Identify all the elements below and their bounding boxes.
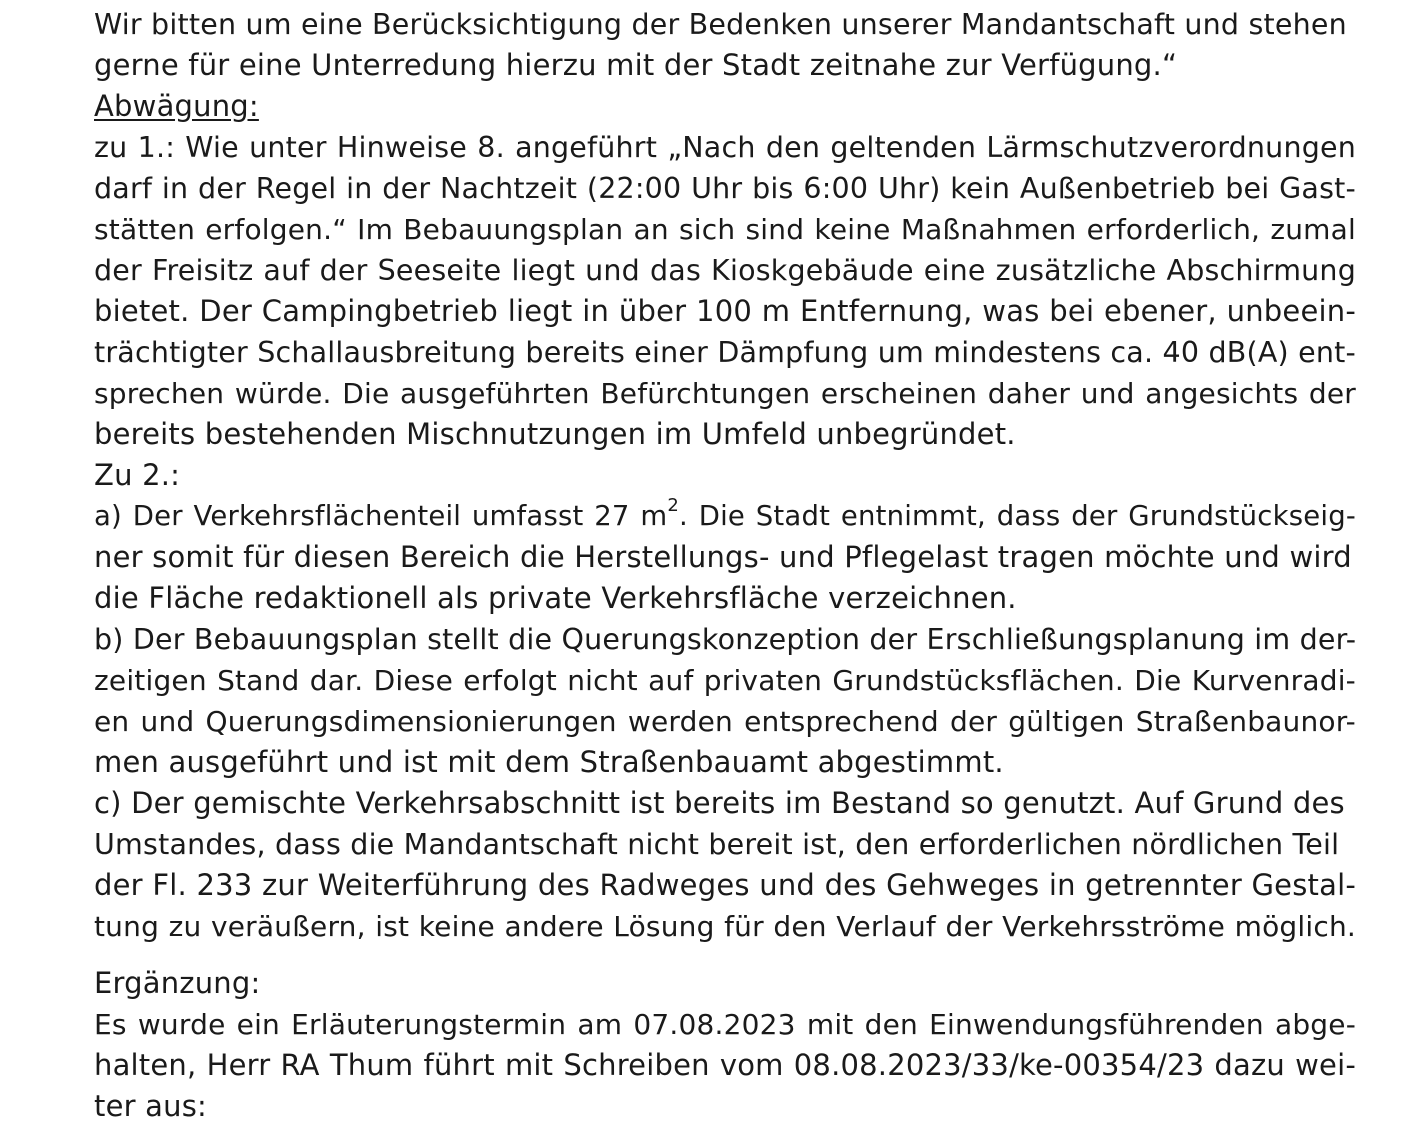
text-fragment: . Die Stadt entnimmt, dass der Grundstückseig- [679, 500, 1357, 532]
text-line: bietet. Der Campingbetrieb liegt in über 100 m Entfernung, was bei ebener, unbeein- [94, 294, 1356, 328]
text-line [94, 496, 1356, 537]
intro-paragraph [94, 4, 1356, 86]
text-line: zeitigen Stand dar. Diese erfolgt nicht auf privaten Grundstücksflächen. Die Kurvenradi- [94, 664, 1356, 697]
document-page [94, 4, 1356, 1127]
text-line: tung zu veräußern, ist keine andere Lösung für den Verlauf der Verkehrsströme möglich. [94, 910, 1356, 943]
text-fragment: a) Der Verkehrsflächenteil umfasst 27 m [94, 500, 668, 532]
text-line: die Fläche redaktionell als private Verkehrsfläche verzeichnen. [94, 581, 1017, 615]
text-line: men ausgeführt und ist mit dem Straßenbauamt abgestimmt. [94, 745, 1004, 779]
text-line: stätten erfolgen.“ Im Bebauungsplan an sich sind keine Maßnahmen erforderlich, zumal [94, 213, 1356, 246]
text-line: trächtigter Schallausbreitung bereits einer Dämpfung um mindestens ca. 40 dB(A) ent- [94, 336, 1356, 369]
text-line: ter aus: [94, 1089, 207, 1123]
section-heading-zu-2: Zu 2.: [94, 458, 181, 492]
paragraph-zu-2-a [94, 496, 1356, 619]
text-line: der Freisitz auf der Seeseite liegt und das Kioskgebäude eine zusätzliche Abschirmung [94, 254, 1356, 287]
text-line: darf in der Regel in der Nachtzeit (22:00 Uhr bis 6:00 Uhr) kein Außenbetrieb bei Gast- [94, 172, 1356, 205]
paragraph-ergaenzung [94, 1004, 1356, 1127]
text-line: en und Querungsdimensionierungen werden entsprechend der gültigen Straßenbaunor- [94, 705, 1356, 738]
section-heading-abwaegung: Abwägung: [94, 89, 259, 123]
paragraph-zu-2-b [94, 619, 1356, 783]
superscript: 2 [667, 494, 680, 516]
text-line: bereits bestehenden Mischnutzungen im Umfeld unbegründet. [94, 417, 1016, 451]
text-line: sprechen würde. Die ausgeführten Befürchtungen erscheinen daher und angesichts der [94, 377, 1356, 410]
text-line: Wir bitten um eine Berücksichtigung der Bedenken unserer Mandantschaft und stehen [94, 8, 1347, 41]
text-line: der Fl. 233 zur Weiterführung des Radweges und des Gehweges in getrennter Gestal- [94, 868, 1356, 902]
paragraph-gap [94, 947, 1356, 963]
section-heading-ergaenzung: Ergänzung: [94, 966, 261, 1000]
paragraph-zu-2-c [94, 783, 1356, 947]
text-line: halten, Herr RA Thum führt mit Schreiben vom 08.08.2023/33/ke-00354/23 dazu wei- [94, 1048, 1356, 1082]
paragraph-zu-1 [94, 127, 1356, 455]
text-line: c) Der gemischte Verkehrsabschnitt ist bereits im Bestand so genutzt. Auf Grund des [94, 786, 1345, 820]
text-line: ner somit für diesen Bereich die Herstellungs- und Pflegelast tragen möchte und wird [94, 540, 1352, 574]
text-line: Es wurde ein Erläuterungstermin am 07.08.2023 mit den Einwendungsführenden abge- [94, 1008, 1356, 1041]
text-line: gerne für eine Unterredung hierzu mit der Stadt zeitnahe zur Verfügung.“ [94, 48, 1178, 82]
text-line: Umstandes, dass die Mandantschaft nicht bereit ist, den erforderlichen nördlichen Teil [94, 828, 1340, 861]
text-line: b) Der Bebauungsplan stellt die Querungskonzeption der Erschließungsplanung im der- [94, 623, 1357, 656]
text-line: zu 1.: Wie unter Hinweise 8. angeführt „Nach den geltenden Lärmschutzverordnungen [94, 131, 1356, 164]
